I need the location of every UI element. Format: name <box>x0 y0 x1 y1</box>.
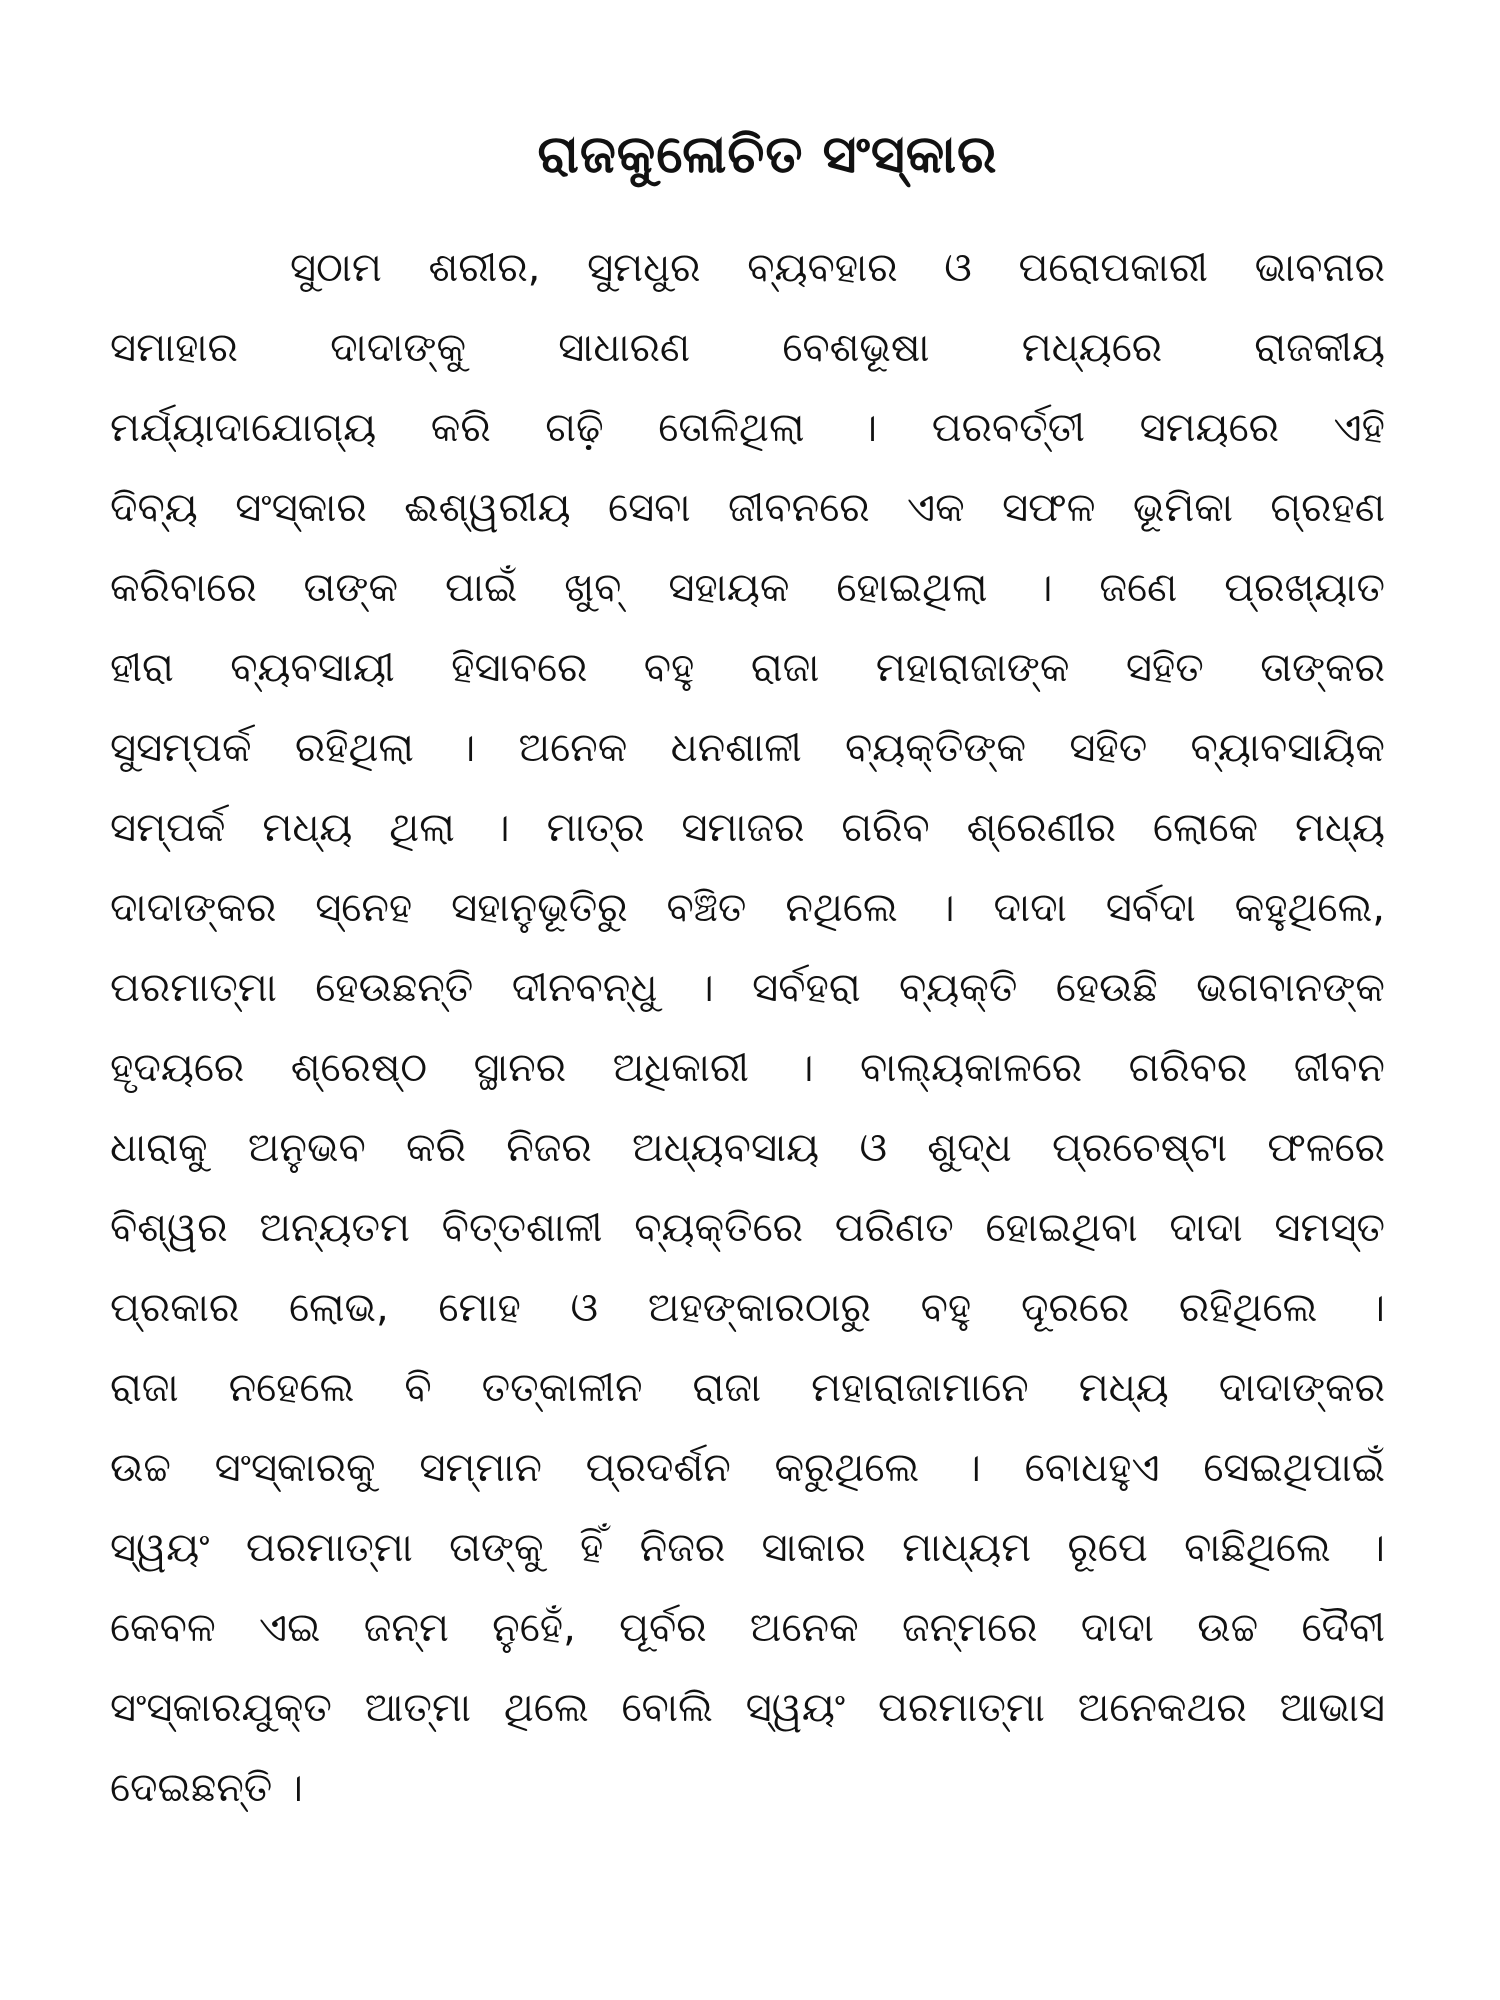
paragraph-line: ହୀରା ବ୍ୟବସାୟୀ ହିସାବରେ ବହୁ ରାଜା ମହାରାଜାଙ୍କ ସହିତ ତାଙ୍କର <box>110 645 1385 691</box>
paragraph-line: ହୃଦୟରେ ଶ୍ରେଷ୍ଠ ସ୍ଥାନର ଅଧିକାରୀ । ବାଲ୍ୟକାଳରେ ଗରିବର ଜୀବନ <box>110 1045 1385 1091</box>
paragraph-line: କରିବାରେ ତାଙ୍କ ପାଇଁ ଖୁବ୍ ସହାୟକ ହୋଇଥିଲା । ଜଣେ ପ୍ରଖ୍ୟାତ <box>110 565 1385 611</box>
paragraph-line: ମର୍ଯ୍ୟାଦାଯୋଗ୍ୟ କରି ଗଢ଼ି ତୋଳିଥିଲା । ପରବର୍ତ୍ତୀ ସମୟରେ ଏହି <box>110 405 1385 451</box>
paragraph-line: ସ୍ୱୟଂ ପରମାତ୍ମା ତାଙ୍କୁ ହିଁ ନିଜର ସାକାର ମାଧ୍ୟମ ରୂପେ ବାଛିଥିଲେ । <box>110 1525 1385 1571</box>
paragraph-line: ସୁସମ୍ପର୍କ ରହିଥିଲା । ଅନେକ ଧନଶାଳୀ ବ୍ୟକ୍ତିଙ୍କ ସହିତ ବ୍ୟାବସାୟିକ <box>110 725 1385 771</box>
paragraph-line: କେବଳ ଏଇ ଜନ୍ମ ନୁହେଁ, ପୂର୍ବର ଅନେକ ଜନ୍ମରେ ଦାଦା ଉଚ୍ଚ ଦୈବୀ <box>110 1605 1385 1651</box>
paragraph-line: ଦିବ୍ୟ ସଂସ୍କାର ଈଶ୍ୱରୀୟ ସେବା ଜୀବନରେ ଏକ ସଫଳ ଭୂମିକା ଗ୍ରହଣ <box>110 485 1385 531</box>
paragraph-line: ଦାଦାଙ୍କର ସ୍ନେହ ସହାନୁଭୂତିରୁ ବଞ୍ଚିତ ନଥିଲେ । ଦାଦା ସର୍ବଦା କହୁଥିଲେ, <box>110 885 1385 931</box>
paragraph-line: ସମାହାର ଦାଦାଙ୍କୁ ସାଧାରଣ ବେଶଭୂଷା ମଧ୍ୟରେ ରାଜକୀୟ <box>110 325 1385 371</box>
page-title: ରାଜକୁଳୋଚିତ ସଂସ୍କାର <box>537 125 998 185</box>
paragraph-line: ଧାରାକୁ ଅନୁଭବ କରି ନିଜର ଅଧ୍ୟବସାୟ ଓ ଶୁଦ୍ଧ ପ୍ରଚେଷ୍ଟା ଫଳରେ <box>110 1125 1385 1171</box>
paragraph-line: ସଂସ୍କାରଯୁକ୍ତ ଆତ୍ମା ଥିଲେ ବୋଲି ସ୍ୱୟଂ ପରମାତ୍ମା ଅନେକଥର ଆଭାସ <box>110 1685 1385 1731</box>
paragraph-line: ଉଚ୍ଚ ସଂସ୍କାରକୁ ସମ୍ମାନ ପ୍ରଦର୍ଶନ କରୁଥିଲେ । ବୋଧହୁଏ ସେଇଥିପାଇଁ <box>110 1445 1385 1491</box>
paragraph-line: ଦେଇଛନ୍ତି । <box>110 1765 303 1811</box>
paragraph-line: ରାଜା ନହେଲେ ବି ତତ୍କାଳୀନ ରାଜା ମହାରାଜାମାନେ ମଧ୍ୟ ଦାଦାଙ୍କର <box>110 1365 1385 1411</box>
paragraph-line: ସମ୍ପର୍କ ମଧ୍ୟ ଥିଲା । ମାତ୍ର ସମାଜର ଗରିବ ଶ୍ରେଣୀର ଲୋକେ ମଧ୍ୟ <box>110 805 1385 851</box>
paragraph-line: ପରମାତ୍ମା ହେଉଛନ୍ତି ଦୀନବନ୍ଧୁ । ସର୍ବହରା ବ୍ୟକ୍ତି ହେଉଛି ଭଗବାନଙ୍କ <box>110 965 1385 1011</box>
paragraph-line: ବିଶ୍ୱର ଅନ୍ୟତମ ବିତ୍ତଶାଳୀ ବ୍ୟକ୍ତିରେ ପରିଣତ ହୋଇଥିବା ଦାଦା ସମସ୍ତ <box>110 1205 1385 1251</box>
paragraph-line: ପ୍ରକାର ଲୋଭ, ମୋହ ଓ ଅହଙ୍କାରଠାରୁ ବହୁ ଦୂରରେ ରହିଥିଲେ । <box>110 1285 1385 1331</box>
paragraph-line: ସୁଠାମ ଶରୀର, ସୁମଧୁର ବ୍ୟବହାର ଓ ପରୋପକାରୀ ଭାବନାର <box>290 245 1385 291</box>
body-paragraph <box>110 228 1385 1828</box>
